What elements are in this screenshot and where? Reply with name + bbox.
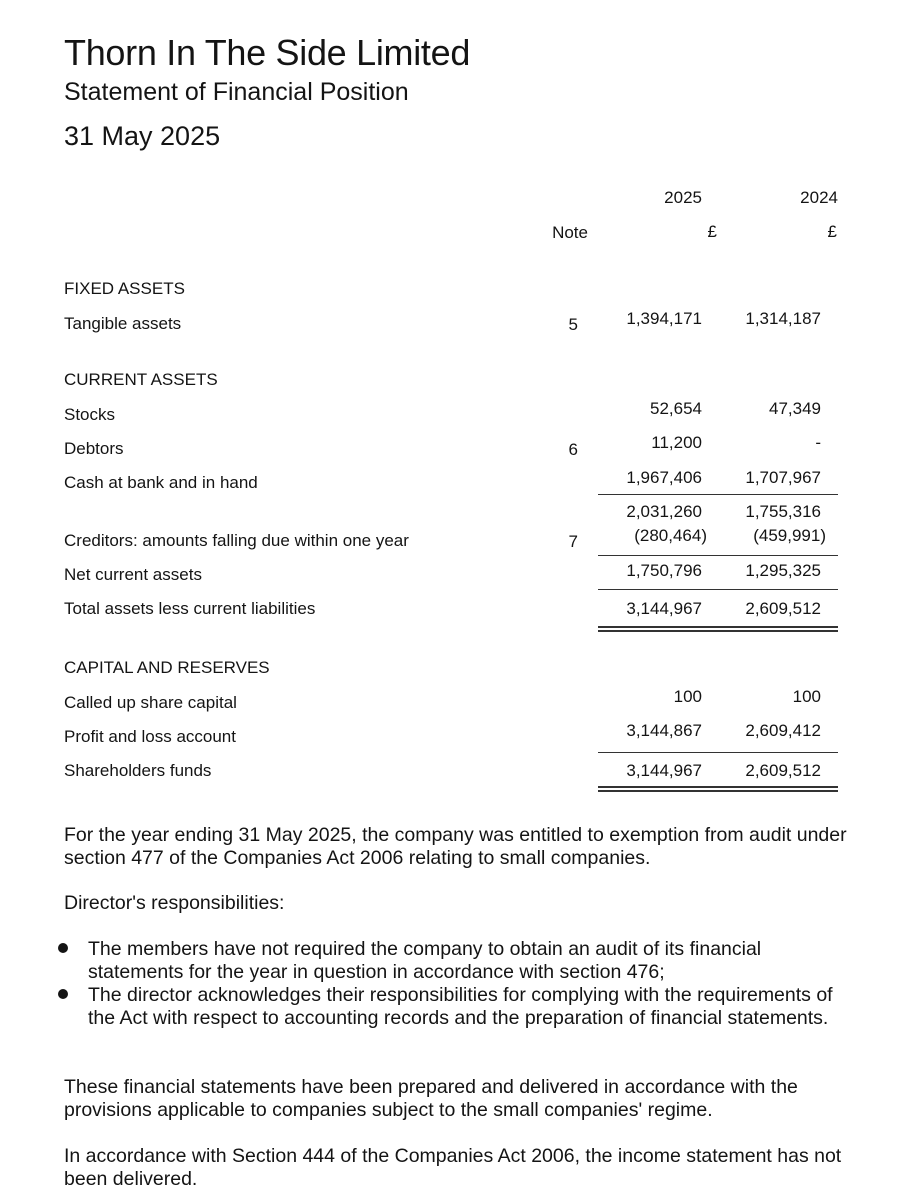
share-capital-label: Called up share capital <box>64 693 237 712</box>
year-current-header: 2025 <box>664 188 702 207</box>
creditors-2025: (280,464) <box>634 526 707 545</box>
currency-prior: £ <box>827 222 837 241</box>
total-assets-less-cl-label: Total assets less current liabilities <box>64 599 316 618</box>
year-prior-header: 2024 <box>800 188 838 207</box>
cash-2024: 1,707,967 <box>745 468 821 487</box>
list-item <box>52 984 852 1030</box>
statement-date: 31 May 2025 <box>64 121 221 151</box>
fixed-assets-heading: FIXED ASSETS <box>64 279 185 298</box>
total-assets-less-cl-2025: 3,144,967 <box>626 599 702 618</box>
currency-current: £ <box>707 222 717 241</box>
tangible-assets-label: Tangible assets <box>64 314 182 333</box>
total-assets-less-cl-2024: 2,609,512 <box>745 599 821 618</box>
final-double-underline-upper <box>598 786 838 788</box>
shareholders-funds-label: Shareholders funds <box>64 761 212 780</box>
tangible-assets-note: 5 <box>568 315 578 334</box>
stocks-label: Stocks <box>64 405 116 424</box>
share-capital-2024: 100 <box>792 687 821 706</box>
current-assets-heading: CURRENT ASSETS <box>64 370 218 389</box>
shareholders-funds-2025: 3,144,967 <box>626 761 702 780</box>
cash-label: Cash at bank and in hand <box>64 473 258 492</box>
company-name: Thorn In The Side Limited <box>64 32 471 73</box>
creditors-2024: (459,991) <box>753 526 826 545</box>
profit-loss-label: Profit and loss account <box>64 727 236 746</box>
creditors-label: Creditors: amounts falling due within one year <box>64 531 409 550</box>
cash-2025: 1,967,406 <box>626 468 702 487</box>
audit-exemption-statement: For the year ending 31 May 2025, the company was entitled to exemption from audit under section 477 of the Companies Act 2006 relating to small companies. <box>64 824 847 869</box>
bullet-icon <box>58 943 68 953</box>
stocks-2025: 52,654 <box>650 399 702 418</box>
bullet-text: The members have not required the company to obtain an audit of its financial statements for the year in question in accordance with section 476; <box>88 938 762 983</box>
capital-reserves-heading: CAPITAL AND RESERVES <box>64 658 270 677</box>
bullet-icon <box>58 989 68 999</box>
profit-loss-2025: 3,144,867 <box>626 721 702 740</box>
debtors-2025: 11,200 <box>651 433 702 452</box>
net-current-assets-2025: 1,750,796 <box>626 561 702 580</box>
tangible-assets-2024: 1,314,187 <box>745 309 821 328</box>
small-companies-regime-statement: These financial statements have been prepared and delivered in accordance with the provisions applicable to companies subject to the small companies' regime. <box>64 1076 798 1121</box>
list-item <box>52 938 852 984</box>
shareholders-funds-2024: 2,609,512 <box>745 761 821 780</box>
directors-responsibilities-heading: Director's responsibilities: <box>64 892 285 914</box>
stocks-2024: 47,349 <box>769 399 821 418</box>
tangible-assets-2025: 1,394,171 <box>626 309 702 328</box>
creditors-note: 7 <box>568 532 578 551</box>
net-current-assets-2024: 1,295,325 <box>745 561 821 580</box>
responsibilities-list <box>52 938 852 1030</box>
net-current-rule <box>598 555 838 556</box>
profit-loss-2024: 2,609,412 <box>745 721 821 740</box>
current-assets-subtotal-2024: 1,755,316 <box>745 502 821 521</box>
income-statement-note: In accordance with Section 444 of the Companies Act 2006, the income statement has not been delivered. <box>64 1145 842 1190</box>
note-column-header: Note <box>552 223 588 242</box>
statement-title: Statement of Financial Position <box>64 78 409 106</box>
debtors-note: 6 <box>568 440 578 459</box>
bullet-text: The director acknowledges their responsibilities for complying with the requirements of the Act with respect to accounting records and the preparation of financial statements. <box>88 984 833 1029</box>
shareholders-rule <box>598 752 838 753</box>
debtors-label: Debtors <box>64 439 124 458</box>
current-assets-subtotal-2025: 2,031,260 <box>626 502 702 521</box>
double-underline-lower <box>598 630 838 632</box>
share-capital-2025: 100 <box>673 687 702 706</box>
net-current-assets-label: Net current assets <box>64 565 202 584</box>
double-underline-upper <box>598 626 838 628</box>
total-assets-rule <box>598 589 838 590</box>
final-double-underline-lower <box>598 790 838 792</box>
subtotal-rule <box>598 494 838 495</box>
debtors-2024: - <box>815 433 821 452</box>
